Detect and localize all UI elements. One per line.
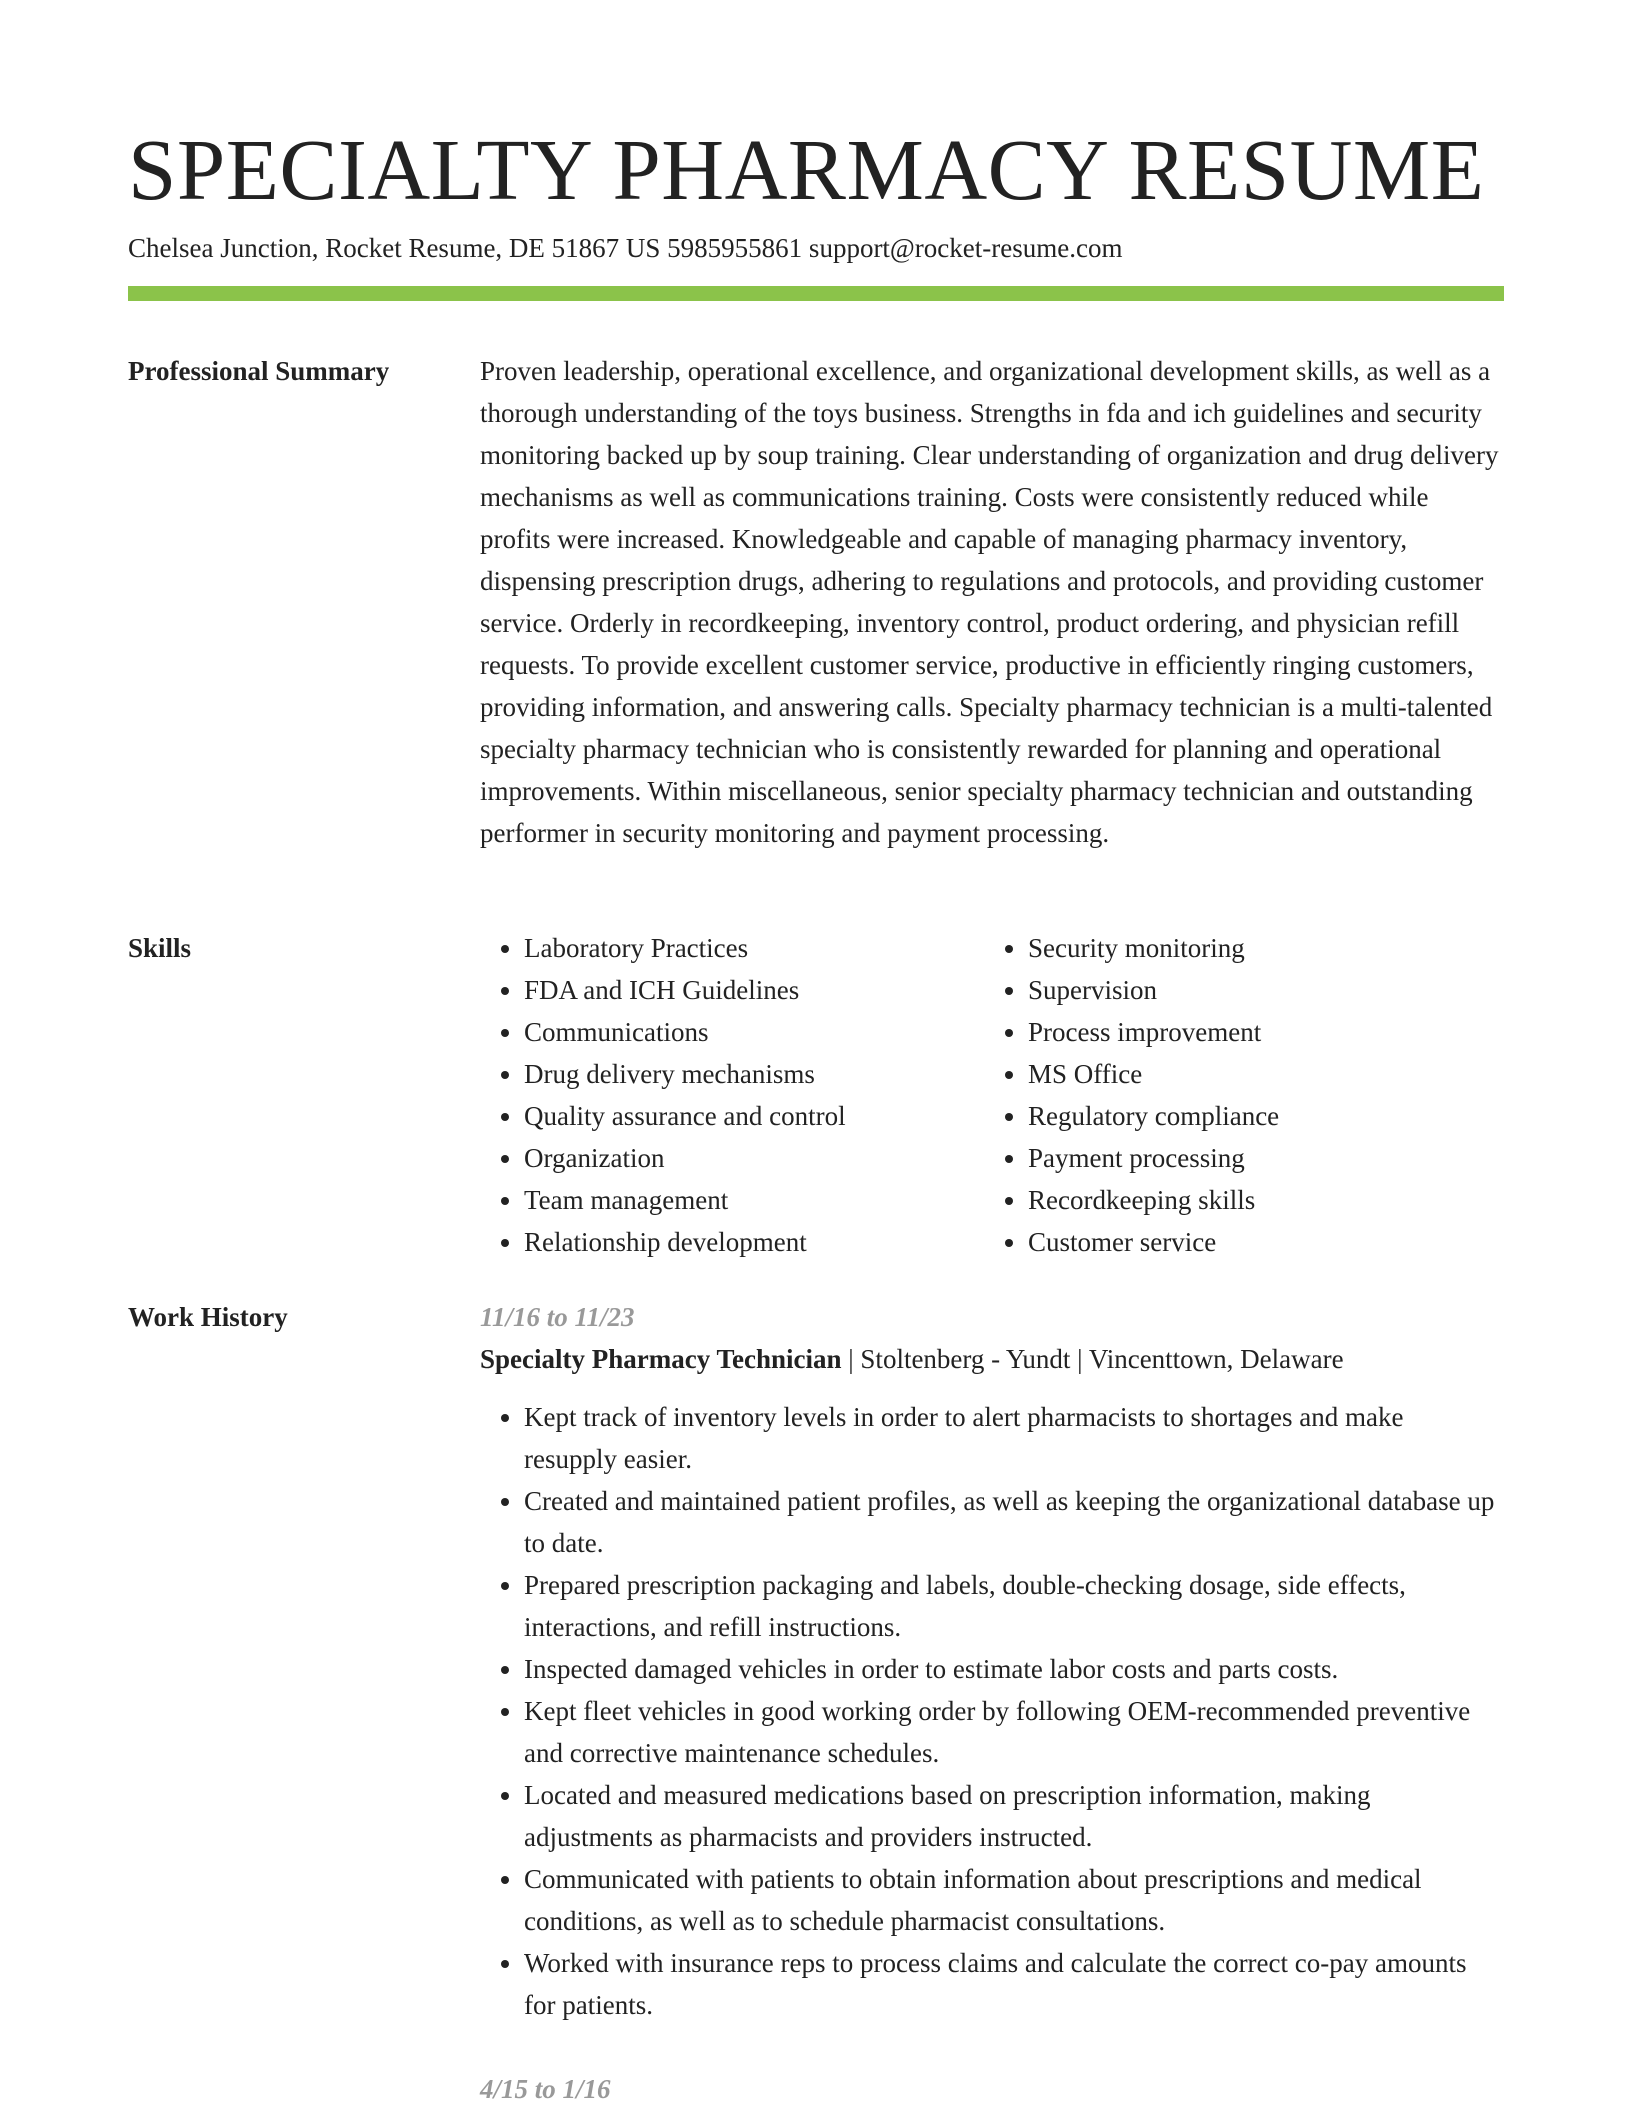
accent-divider xyxy=(128,286,1504,301)
job-dates: 11/16 to 11/23 xyxy=(480,1302,635,1332)
skill-item: • Drug delivery mechanisms xyxy=(524,1053,984,1095)
skills-columns xyxy=(480,927,1500,1263)
skill-item: • Recordkeeping skills xyxy=(1028,1179,1279,1221)
skill-item: • Communications xyxy=(524,1011,984,1053)
skills-list-right xyxy=(984,927,1279,1263)
duty-item: • Inspected damaged vehicles in order to estimate labor costs and parts costs. xyxy=(524,1648,1500,1690)
skill-item: • Quality assurance and control xyxy=(524,1095,984,1137)
duty-item: • Located and measured medications based on prescription information, making adjustments as pharmacists and providers instructed. xyxy=(524,1774,1500,1858)
resume-title: SPECIALTY PHARMACY RESUME xyxy=(128,121,1485,218)
skill-item: • Laboratory Practices xyxy=(524,927,984,969)
skill-item: • Payment processing xyxy=(1028,1137,1279,1179)
duty-item: • Prepared prescription packaging and labels, double-checking dosage, side effects, interactions, and refill instructions. xyxy=(524,1564,1500,1648)
work-history-label: Work History xyxy=(128,1302,288,1332)
duty-item: • Created and maintained patient profiles, as well as keeping the organizational database up to date. xyxy=(524,1480,1500,1564)
duty-item: • Kept fleet vehicles in good working order by following OEM-recommended preventive and corrective maintenance schedules. xyxy=(524,1690,1500,1774)
contact-info: Chelsea Junction, Rocket Resume, DE 51867 US 5985955861 support@rocket-resume.com xyxy=(128,233,1123,263)
job-title: Specialty Pharmacy Technician xyxy=(480,1344,842,1374)
duty-item: • Kept track of inventory levels in order to alert pharmacists to shortages and make resupply easier. xyxy=(524,1396,1500,1480)
skill-item: • Regulatory compliance xyxy=(1028,1095,1279,1137)
skill-item: • Relationship development xyxy=(524,1221,984,1263)
skill-item: • Process improvement xyxy=(1028,1011,1279,1053)
duty-item: • Worked with insurance reps to process claims and calculate the correct co-pay amounts for patients. xyxy=(524,1942,1500,2026)
duty-item: • Communicated with patients to obtain information about prescriptions and medical conditions, as well as to schedule pharmacist consultations. xyxy=(524,1858,1500,1942)
skill-item: • Team management xyxy=(524,1179,984,1221)
job-dates: 4/15 to 1/16 xyxy=(480,2074,611,2104)
skill-item: • MS Office xyxy=(1028,1053,1279,1095)
job-duties-list xyxy=(480,1396,1500,2026)
work-history-section xyxy=(480,1296,1500,2110)
skill-item: • Supervision xyxy=(1028,969,1279,1011)
skill-item: • Customer service xyxy=(1028,1221,1279,1263)
summary-section xyxy=(480,350,1500,854)
skills-list-left xyxy=(480,927,984,1263)
summary-text: Proven leadership, operational excellence, and organizational development skills, as well as a thorough understanding of the toys business. Strengths in fda and ich guidelines and security monitoring backed up by soup training. Clear understanding of organization and drug delivery mechanisms as well as communications training. Costs were consistently reduced while profits were increased. Knowledgeable and capable of managing pharmacy inventory, dispensing prescription drugs, adhering to regulations and protocols, and providing customer service. Orderly in recordkeeping, inventory control, product ordering, and physician refill requests. To provide excellent customer service, productive in efficiently ringing customers, providing information, and answering calls. Specialty pharmacy technician is a multi-talented specialty pharmacy technician who is consistently rewarded for planning and operational improvements. Within miscellaneous, senior specialty pharmacy technician and outstanding performer in security monitoring and payment processing. xyxy=(480,356,1499,848)
skill-item: • Security monitoring xyxy=(1028,927,1279,969)
skills-label: Skills xyxy=(128,933,192,963)
job-entry xyxy=(480,1296,1500,2026)
job-details: | Stoltenberg - Yundt | Vincenttown, Delaware xyxy=(841,1344,1344,1374)
skills-section xyxy=(480,927,1500,1263)
summary-label: Professional Summary xyxy=(128,356,390,386)
skill-item: • FDA and ICH Guidelines xyxy=(524,969,984,1011)
job-entry xyxy=(480,2068,1500,2110)
skill-item: • Organization xyxy=(524,1137,984,1179)
job-heading xyxy=(480,1338,1500,1380)
